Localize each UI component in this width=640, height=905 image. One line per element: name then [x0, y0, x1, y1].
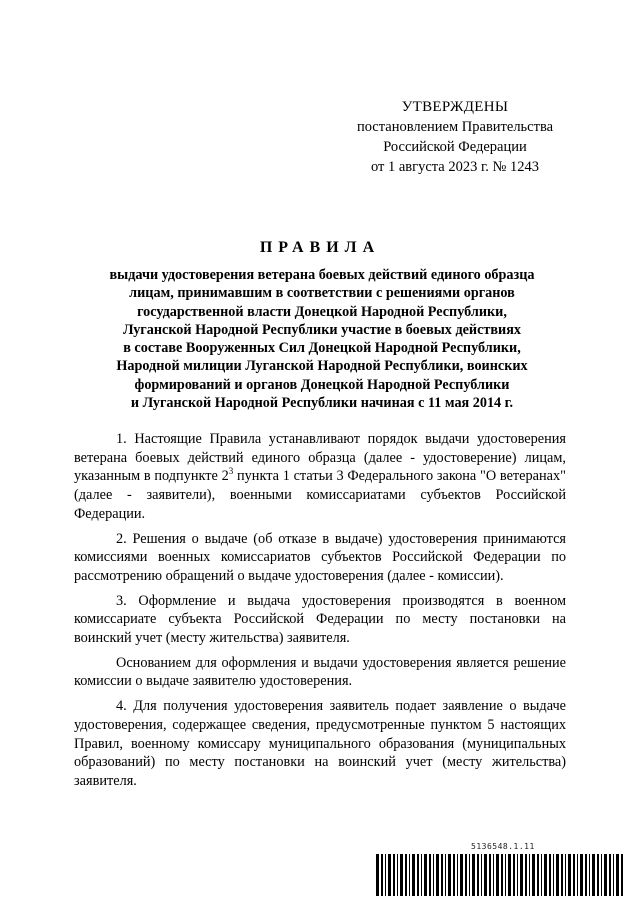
- superscript: 3: [228, 466, 234, 477]
- paragraph-3: 3. Оформление и выдача удостоверения производятся в военном комиссариате субъекта Российской Федерации по месту постановки на воинский учет (месту жительства) заявителя.: [74, 592, 566, 647]
- subtitle-line: формирований и органов Донецкой Народной Республики: [134, 376, 510, 393]
- paragraph-1: [74, 430, 566, 524]
- document-body: [74, 430, 566, 791]
- subtitle-line: Луганской Народной Республики участие в боевых действиях: [123, 321, 521, 338]
- barcode-icon: [376, 854, 626, 896]
- paragraph-4: 4. Для получения удостоверения заявитель подает заявление о выдаче удостоверения, содержащее сведения, предусмотренные пунктом 5 настоящих Правил, военному комиссару муниципального образования (муниципальных образований) по месту постановки на воинский учет (месту жительства) заявителя.: [74, 698, 566, 789]
- approval-line-2: Российской Федерации: [383, 139, 527, 155]
- subtitle-line: лицам, принимавшим в соответствии с решениями органов: [129, 285, 515, 302]
- subtitle-line: государственной власти Донецкой Народной Республики,: [137, 303, 507, 320]
- approval-line-3: от 1 августа 2023 г. № 1243: [370, 159, 540, 175]
- paragraph-2: 2. Решения о выдаче (об отказе в выдаче) удостоверения принимаются комиссиями военных комиссариатов субъектов Российской Федерации по рассмотрению обращений о выдаче удостоверения (далее - комиссии).: [74, 530, 566, 584]
- document-footer: [376, 838, 626, 898]
- document-subtitle: [62, 266, 582, 412]
- paragraph-1-text-b: пункта 1 статьи 3 Федерального закона "О ветеранах" (далее - заявители), военными комиссариатами субъектов Российской Федерации.: [74, 468, 566, 522]
- document-title: ПРАВИЛА: [259, 239, 381, 256]
- subtitle-line: выдачи удостоверения ветерана боевых действий единого образца: [109, 267, 535, 283]
- subtitle-line: и Луганской Народной Республики начиная с 11 мая 2014 г.: [130, 395, 514, 412]
- approval-line-1: постановлением Правительства: [356, 119, 554, 135]
- subtitle-line: Народной милиции Луганской Народной Республики, воинских: [116, 358, 528, 375]
- approval-heading: УТВЕРЖДЕНЫ: [401, 99, 509, 115]
- paragraph-3-continuation: Основанием для оформления и выдачи удостоверения является решение комиссии о выдаче заявителю удостоверения.: [74, 654, 566, 690]
- serial-number: 5136548.1.11: [471, 842, 535, 851]
- paragraph-1-text-a: 1. Настоящие Правила устанавливают порядок выдачи удостоверения ветерана боевых действий единого образца (далее - удостоверение) лицам, указанным в подпункте 2: [74, 431, 566, 485]
- approval-block: [330, 97, 580, 177]
- subtitle-line: в составе Вооруженных Сил Донецкой Народной Республики,: [123, 340, 521, 357]
